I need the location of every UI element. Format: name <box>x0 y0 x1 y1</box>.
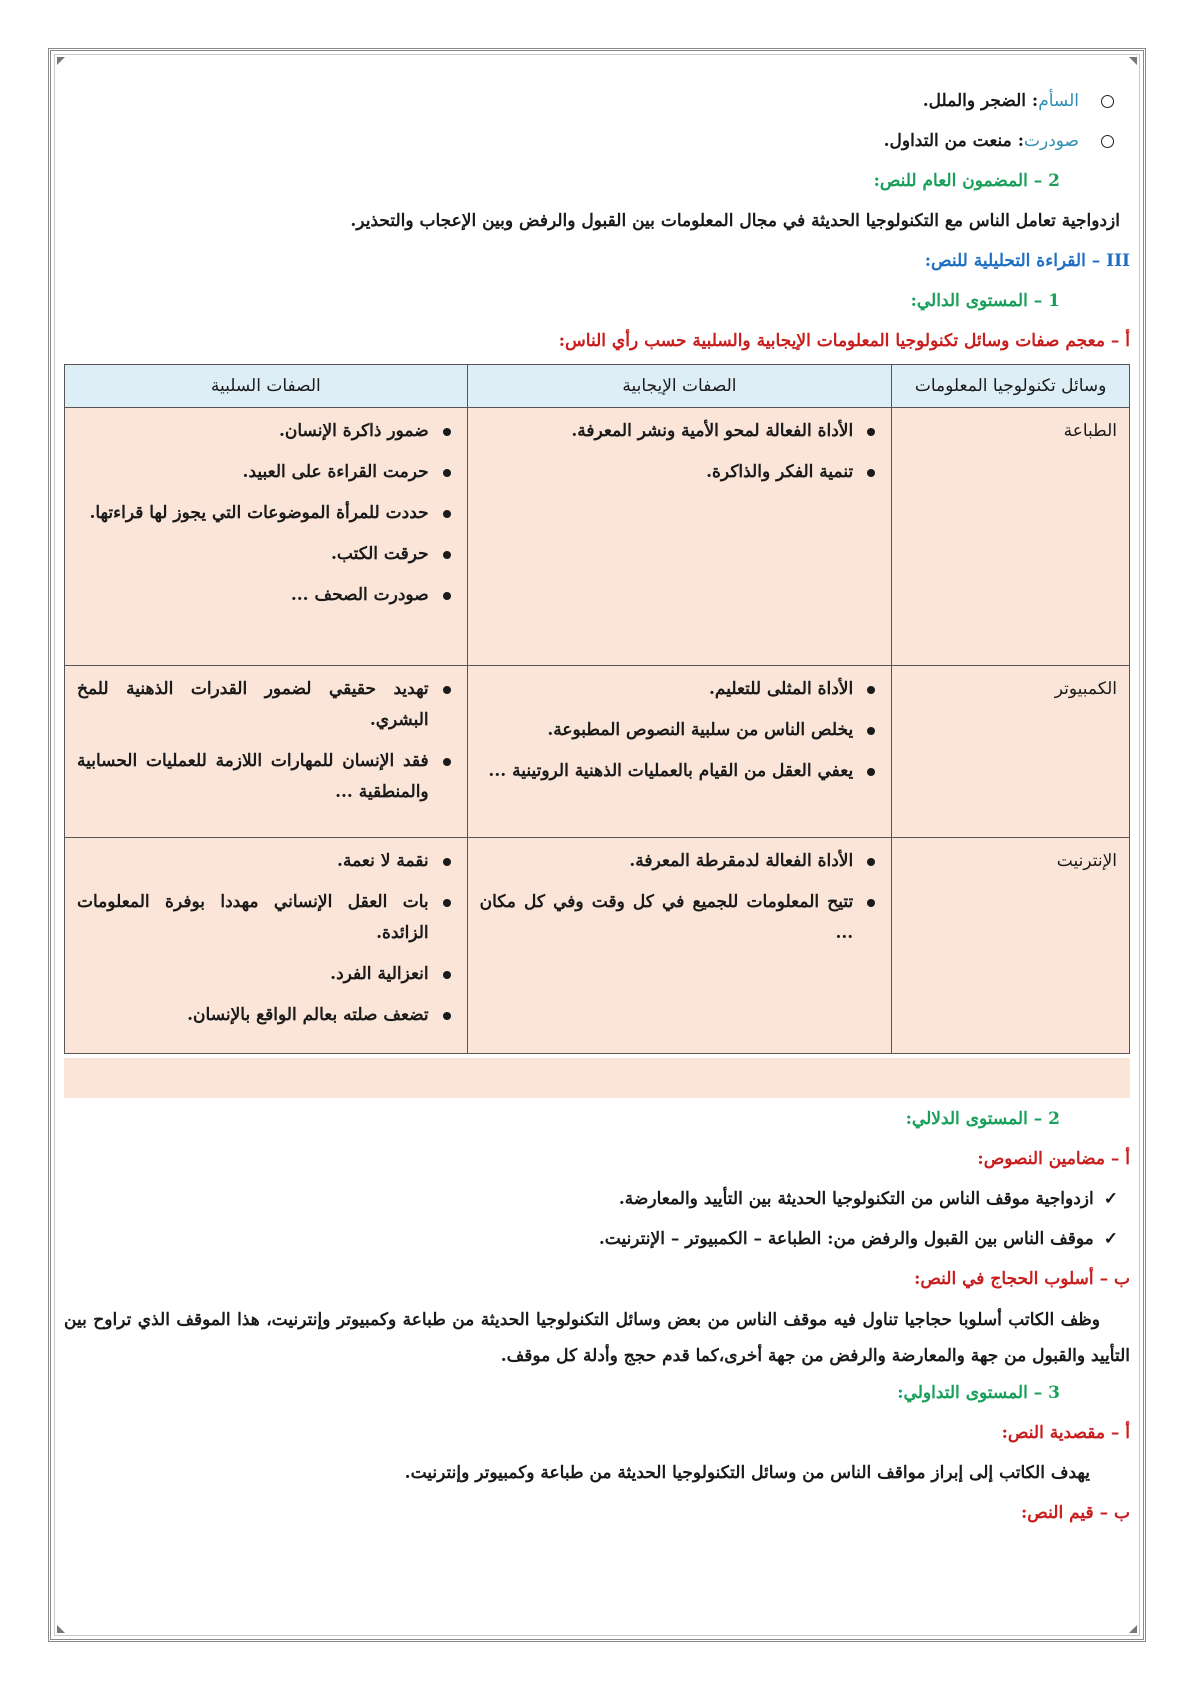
technology-name: الإنترنيت <box>892 838 1130 1054</box>
vocab-definition: الضجر والملل. <box>922 91 1027 111</box>
general-content-text: ازدواجية تعامل الناس مع التكنولوجيا الحديثة في مجال المعلومات بين القبول والرفض وبين الإعجاب والتحذير. <box>350 211 1120 231</box>
list-item: انعزالية الفرد. <box>77 959 429 990</box>
list-item: يعفي العقل من القيام بالعمليات الذهنية الروتينية ... <box>480 756 854 787</box>
vocab-definition: منعت من التداول. <box>883 131 1012 151</box>
list-item: الأداة الفعالة لمحو الأمية ونشر المعرفة. <box>480 416 854 447</box>
vocab-item: صودرت: منعت من التداول. <box>64 126 1130 166</box>
corner-ornament <box>57 1625 65 1633</box>
argument-paragraph: وظف الكاتب أسلوبا حجاجيا تناول فيه موقف الناس من بعض وسائل التكنولوجيا الحديثة من طباعة وكمبيوتر وإنترنيت، هذا الموقف الذي تراوح بين التأييد والقبول من جهة والمعارضة والرفض من جهة أخرى،كما قدم حجج وأدلة كل موقف. <box>64 1310 1130 1366</box>
header-positive: الصفات الإيجابية <box>467 365 892 408</box>
list-item: يخلص الناس من سلبية النصوص المطبوعة. <box>480 715 854 746</box>
list-item: الأداة الفعالة لدمقرطة المعرفة. <box>480 846 854 877</box>
check-item-text: ازدواجية موقف الناس من التكنولوجيا الحديثة بين التأييد والمعارضة. <box>618 1189 1094 1209</box>
positive-cell <box>467 408 892 666</box>
list-item: ضمور ذاكرة الإنسان. <box>77 416 429 447</box>
analysis-heading-number: III <box>1106 251 1130 271</box>
negative-cell <box>65 838 468 1054</box>
positive-cell <box>467 666 892 838</box>
list-item: حرقت الكتب. <box>77 539 429 570</box>
page-content <box>64 86 1130 1538</box>
lexicon-subheading: أ – معجم صفات وسائل تكنولوجيا المعلومات الإيجابية والسلبية حسب رأي الناس: <box>558 331 1130 351</box>
list-item: نقمة لا نعمة. <box>77 846 429 877</box>
corner-ornament <box>1129 57 1137 65</box>
table-header-row <box>65 365 1130 408</box>
list-item: صودرت الصحف ... <box>77 580 429 611</box>
list-item: تنمية الفكر والذاكرة. <box>480 457 854 488</box>
values-subheading: ب – قيم النص: <box>1021 1503 1130 1523</box>
intent-text: يهدف الكاتب إلى إبراز مواقف الناس من وسائل التكنولوجيا الحديثة من طباعة وكمبيوتر وإنترنيت. <box>404 1463 1090 1483</box>
argument-subheading: ب – أسلوب الحجاج في النص: <box>914 1269 1130 1289</box>
vocab-item: السأم: الضجر والملل. <box>64 86 1130 126</box>
level1-heading: 1 – المستوى الدالي: <box>910 291 1060 311</box>
technology-name: الطباعة <box>892 408 1130 666</box>
list-item: حددت للمرأة الموضوعات التي يجوز لها قراءتها. <box>77 498 429 529</box>
check-item-text: موقف الناس بين القبول والرفض من: الطباعة – الكمبيوتر – الإنترنيت. <box>598 1229 1094 1249</box>
check-item <box>64 1224 1130 1264</box>
checkmark-icon: ✓ <box>1103 1229 1118 1249</box>
general-content-heading: 2 – المضمون العام للنص: <box>873 171 1060 191</box>
intent-subheading: أ – مقصدية النص: <box>1001 1423 1130 1443</box>
analysis-heading-text: – القراءة التحليلية للنص: <box>924 251 1101 271</box>
corner-ornament <box>57 57 65 65</box>
level3-heading: 3 – المستوى التداولي: <box>897 1383 1060 1403</box>
list-item: تتيح المعلومات للجميع في كل وقت وفي كل مكان ... <box>480 887 854 949</box>
contents-subheading: أ – مضامين النصوص: <box>977 1149 1130 1169</box>
list-item: الأداة المثلى للتعليم. <box>480 674 854 705</box>
header-negative: الصفات السلبية <box>65 365 468 408</box>
list-item: تضعف صلته بعالم الواقع بالإنسان. <box>77 1000 429 1031</box>
negative-cell <box>65 408 468 666</box>
table-row <box>65 666 1130 838</box>
positive-cell <box>467 838 892 1054</box>
checkmark-icon: ✓ <box>1103 1189 1118 1209</box>
level2-heading: 2 – المستوى الدلالي: <box>905 1109 1060 1129</box>
shaded-spacer <box>64 1058 1130 1098</box>
technology-table <box>64 364 1130 1054</box>
corner-ornament <box>1129 1625 1137 1633</box>
analysis-heading <box>64 246 1130 286</box>
table-row <box>65 408 1130 666</box>
list-item: تهديد حقيقي لضمور القدرات الذهنية للمخ البشري. <box>77 674 429 736</box>
list-item: بات العقل الإنساني مهددا بوفرة المعلومات الزائدة. <box>77 887 429 949</box>
list-item: حرمت القراءة على العبيد. <box>77 457 429 488</box>
list-item: فقد الإنسان للمهارات اللازمة للعمليات الحسابية والمنطقية ... <box>77 746 429 808</box>
circle-bullet-icon <box>1101 135 1114 148</box>
check-item <box>64 1184 1130 1224</box>
header-technology: وسائل تكنولوجيا المعلومات <box>892 365 1130 408</box>
vocab-term: السأم <box>1038 91 1079 111</box>
technology-name: الكمبيوتر <box>892 666 1130 838</box>
circle-bullet-icon <box>1101 95 1114 108</box>
negative-cell <box>65 666 468 838</box>
vocab-term: صودرت <box>1023 131 1079 151</box>
table-row <box>65 838 1130 1054</box>
